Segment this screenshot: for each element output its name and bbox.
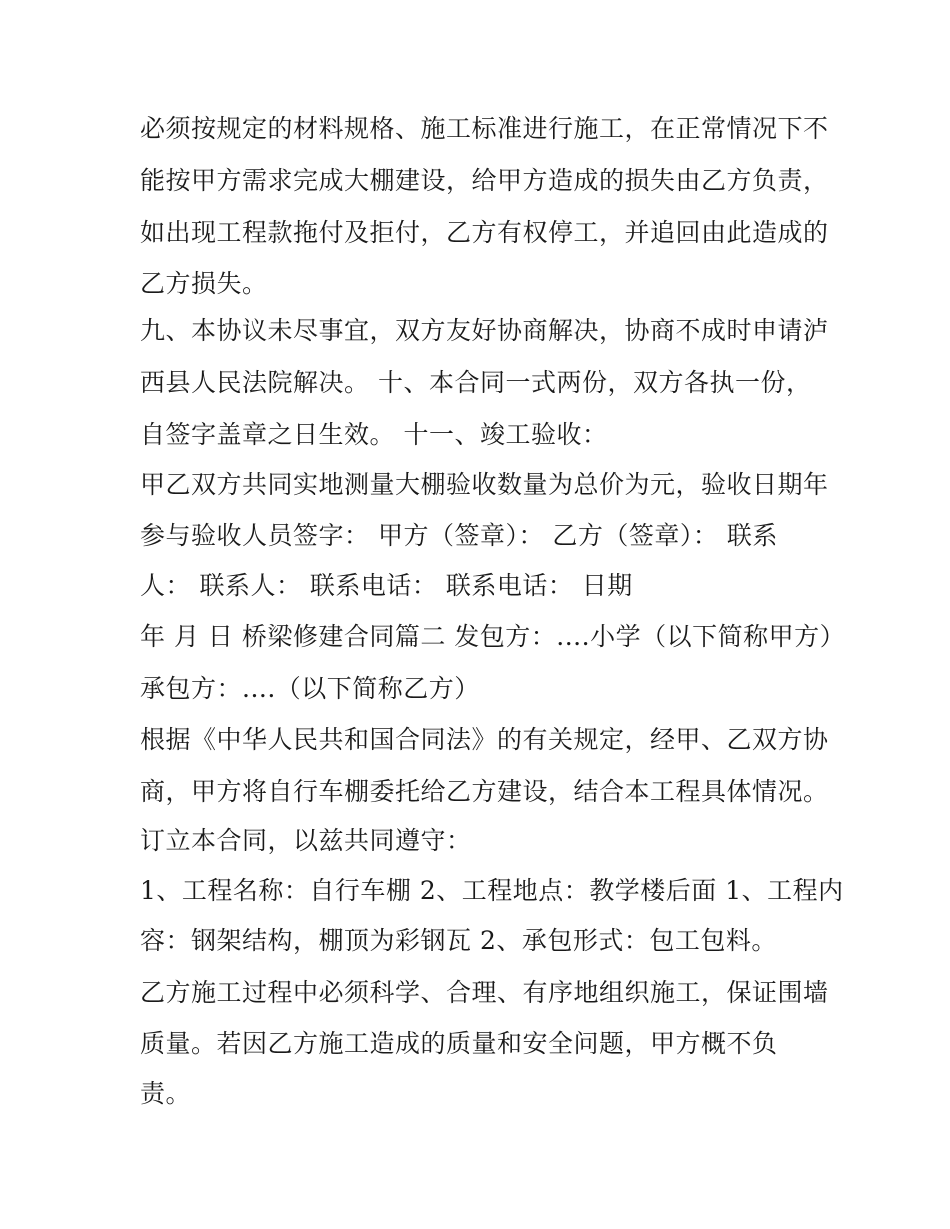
text-line: 九、本协议未尽事宜，双方友好协商解决，协商不成时申请泸 xyxy=(140,316,829,345)
text-line: 根据《中华人民共和国合同法》的有关规定，经甲、乙双方协 xyxy=(140,725,829,754)
text-line: 质量。若因乙方施工造成的质量和安全问题，甲方概不负 xyxy=(140,1029,778,1058)
text-line: 责。 xyxy=(140,1079,192,1108)
text-line: 乙方施工过程中必须科学、合理、有序地组织施工，保证围墙 xyxy=(140,978,829,1007)
text-line: 承包方：....（以下简称乙方） xyxy=(140,674,480,703)
text-line: 能按甲方需求完成大棚建设，给甲方造成的损失由乙方负责， xyxy=(140,166,829,195)
text-line: 订立本合同，以兹共同遵守： xyxy=(140,826,472,855)
text-line: 1、工程名称：自行车棚 2、工程地点：教学楼后面 1、工程内 xyxy=(140,876,844,905)
text-line: 商，甲方将自行车棚委托给乙方建设，结合本工程具体情况。 xyxy=(140,777,829,806)
text-line: 西县人民法院解决。 十、本合同一式两份，双方各执一份， xyxy=(140,368,812,397)
text-line: 乙方损失。 xyxy=(140,269,268,298)
text-line: 人： 联系人： 联系电话： 联系电话： 日期 xyxy=(140,571,633,600)
text-line: 如出现工程款拖付及拒付，乙方有权停工，并追回由此造成的 xyxy=(140,218,829,247)
text-line: 年 月 日 桥梁修建合同篇二 发包方：....小学（以下简称甲方） xyxy=(140,622,846,651)
text-line: 参与验收人员签字： 甲方（签章）： 乙方（签章）： 联系 xyxy=(140,521,778,550)
text-line: 容：钢架结构，棚顶为彩钢瓦 2、承包形式：包工包料。 xyxy=(140,926,777,955)
text-line: 甲乙双方共同实地测量大棚验收数量为总价为元，验收日期年 xyxy=(140,470,829,499)
text-line: 必须按规定的材料规格、施工标准进行施工，在正常情况下不 xyxy=(140,114,829,143)
text-line: 自签字盖章之日生效。 十一、竣工验收： xyxy=(140,420,608,449)
